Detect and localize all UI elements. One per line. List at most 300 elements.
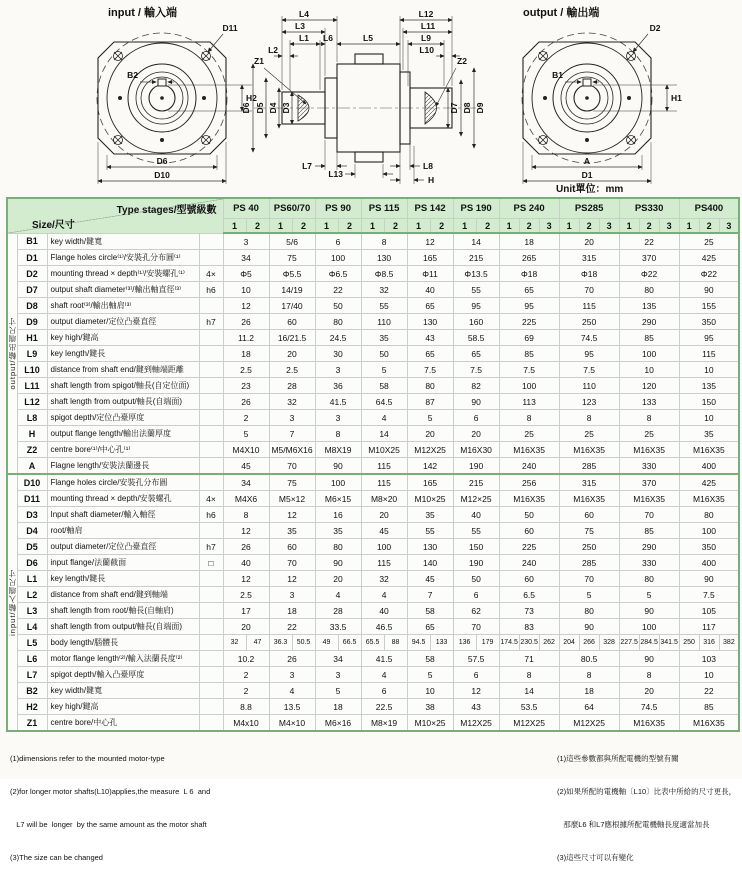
group-side-cell bbox=[7, 233, 17, 474]
value-cell: 14 bbox=[361, 426, 407, 442]
value-cell: 85 bbox=[619, 523, 679, 539]
value-cell: 65.5 bbox=[361, 635, 384, 651]
value-cell: 8 bbox=[223, 507, 269, 523]
value-cell: 22 bbox=[679, 683, 739, 699]
value-cell: 12 bbox=[223, 298, 269, 314]
value-cell: 47 bbox=[246, 635, 269, 651]
stage-header: 1 bbox=[499, 219, 519, 234]
value-cell: 65 bbox=[407, 619, 453, 635]
stage-header: 1 bbox=[269, 219, 292, 234]
value-cell: 350 bbox=[679, 539, 739, 555]
dim-label-l7: L7 bbox=[302, 161, 312, 171]
value-cell: 66.5 bbox=[338, 635, 361, 651]
value-cell: Φ8.5 bbox=[361, 266, 407, 282]
value-cell: M16X35 bbox=[619, 491, 679, 507]
value-cell: 7.5 bbox=[453, 362, 499, 378]
value-cell: 28 bbox=[269, 378, 315, 394]
value-cell: 3 bbox=[223, 233, 269, 250]
value-cell: 10 bbox=[679, 410, 739, 426]
value-cell: 13.5 bbox=[269, 699, 315, 715]
value-cell: 24.5 bbox=[315, 330, 361, 346]
dim-label: shaft length from output/軸長(自端面) bbox=[47, 394, 199, 410]
value-cell: 290 bbox=[619, 539, 679, 555]
dim-qualifier bbox=[199, 394, 223, 410]
dim-id: L8 bbox=[17, 410, 47, 426]
value-cell: 150 bbox=[453, 539, 499, 555]
value-cell: 204 bbox=[559, 635, 579, 651]
dim-qualifier bbox=[199, 442, 223, 458]
value-cell: 12 bbox=[407, 233, 453, 250]
value-cell: 80 bbox=[315, 539, 361, 555]
dim-qualifier bbox=[199, 715, 223, 732]
value-cell: M16X35 bbox=[679, 442, 739, 458]
value-cell: 160 bbox=[453, 314, 499, 330]
stage-header: 1 bbox=[453, 219, 476, 234]
value-cell: 4 bbox=[361, 587, 407, 603]
value-cell: 3 bbox=[269, 667, 315, 683]
value-cell: 40 bbox=[453, 507, 499, 523]
dim-qualifier: 4× bbox=[199, 491, 223, 507]
value-cell: 10.2 bbox=[223, 651, 269, 667]
value-cell: 240 bbox=[499, 555, 559, 571]
value-cell: 11.2 bbox=[223, 330, 269, 346]
type-header: PS330 bbox=[619, 198, 679, 219]
dim-qualifier: h6 bbox=[199, 282, 223, 298]
value-cell: 85 bbox=[499, 346, 559, 362]
value-cell: M8×20 bbox=[361, 491, 407, 507]
value-cell: 7.5 bbox=[559, 362, 619, 378]
dim-qualifier: 4× bbox=[199, 266, 223, 282]
dim-label-l4: L4 bbox=[299, 9, 309, 19]
dim-label: output shaft diameter⁽³⁾/輸出軸直徑⁽³⁾ bbox=[47, 282, 199, 298]
value-cell: 16 bbox=[315, 507, 361, 523]
dim-id: L5 bbox=[17, 635, 47, 651]
value-cell: 17/40 bbox=[269, 298, 315, 314]
value-cell: 100 bbox=[315, 474, 361, 491]
dim-id: A bbox=[17, 458, 47, 475]
value-cell: 215 bbox=[453, 250, 499, 266]
value-cell: 174.5 bbox=[499, 635, 519, 651]
type-header: PS400 bbox=[679, 198, 739, 219]
spec-row-H2 bbox=[7, 699, 739, 715]
value-cell: 14/19 bbox=[269, 282, 315, 298]
value-cell: 6 bbox=[453, 667, 499, 683]
dim-label-l1: L1 bbox=[299, 33, 309, 43]
dim-qualifier bbox=[199, 699, 223, 715]
value-cell: 142 bbox=[407, 458, 453, 475]
value-cell: 341.5 bbox=[659, 635, 679, 651]
value-cell: 60 bbox=[499, 571, 559, 587]
value-cell: M16X35 bbox=[499, 491, 559, 507]
footnotes-en bbox=[10, 731, 210, 885]
dim-id: L3 bbox=[17, 603, 47, 619]
value-cell: 105 bbox=[679, 603, 739, 619]
value-cell: 50.5 bbox=[292, 635, 315, 651]
unit-label: Unit單位：mm bbox=[556, 184, 624, 195]
value-cell: 74.5 bbox=[559, 330, 619, 346]
dim-label: spigot depth/輸入凸臺厚度 bbox=[47, 667, 199, 683]
value-cell: 100 bbox=[315, 250, 361, 266]
value-cell: 35 bbox=[679, 426, 739, 442]
value-cell: 6 bbox=[453, 410, 499, 426]
value-cell: 80.5 bbox=[559, 651, 619, 667]
value-cell: 90 bbox=[453, 394, 499, 410]
dim-qualifier bbox=[199, 298, 223, 314]
spec-row-B1 bbox=[7, 233, 739, 250]
dim-label: shaft length from root/軸長(自軸肩) bbox=[47, 603, 199, 619]
value-cell: 2 bbox=[223, 410, 269, 426]
value-cell: 53.5 bbox=[499, 699, 559, 715]
value-cell: 65 bbox=[453, 346, 499, 362]
dim-label: key high/鍵高 bbox=[47, 699, 199, 715]
stage-header: 3 bbox=[599, 219, 619, 234]
corner-header-cell bbox=[7, 198, 223, 233]
spec-row-L1 bbox=[7, 571, 739, 587]
value-cell: 38 bbox=[407, 699, 453, 715]
value-cell: 80 bbox=[619, 571, 679, 587]
dim-qualifier bbox=[199, 362, 223, 378]
value-cell: 2.5 bbox=[223, 362, 269, 378]
dim-id: D11 bbox=[17, 491, 47, 507]
output-view-drawing bbox=[495, 0, 742, 192]
footnote-line: (1)dimensions refer to the mounted motor-type bbox=[10, 754, 165, 763]
dim-label: mounting thread × depth/安裝螺孔 bbox=[47, 491, 199, 507]
spec-table-body bbox=[7, 233, 739, 731]
value-cell: 94.5 bbox=[407, 635, 430, 651]
value-cell: M4X10 bbox=[223, 442, 269, 458]
dim-id: L1 bbox=[17, 571, 47, 587]
stage-header: 1 bbox=[407, 219, 430, 234]
value-cell: Φ5 bbox=[223, 266, 269, 282]
stage-header: 2 bbox=[476, 219, 499, 234]
dim-qualifier: □ bbox=[199, 555, 223, 571]
dim-id: B1 bbox=[17, 233, 47, 250]
value-cell: 7.5 bbox=[499, 362, 559, 378]
value-cell: 95 bbox=[499, 298, 559, 314]
value-cell: 382 bbox=[719, 635, 739, 651]
dim-label-d3: D3 bbox=[281, 102, 291, 114]
value-cell: 2 bbox=[223, 667, 269, 683]
value-cell: 75 bbox=[559, 523, 619, 539]
dim-id: L7 bbox=[17, 667, 47, 683]
value-cell: 70 bbox=[619, 507, 679, 523]
value-cell: 73 bbox=[499, 603, 559, 619]
value-cell: 315 bbox=[559, 250, 619, 266]
stage-header: 2 bbox=[430, 219, 453, 234]
value-cell: 80 bbox=[315, 314, 361, 330]
dim-label: shaft length from spigot/軸長(自定位面) bbox=[47, 378, 199, 394]
spec-row-Z2 bbox=[7, 442, 739, 458]
dim-label-l13: L13 bbox=[328, 169, 343, 179]
value-cell: M10×25 bbox=[407, 715, 453, 732]
dim-label-l9: L9 bbox=[421, 33, 431, 43]
value-cell: M12×25 bbox=[453, 491, 499, 507]
value-cell: 6 bbox=[361, 683, 407, 699]
value-cell: 45 bbox=[223, 458, 269, 475]
value-cell: 82 bbox=[453, 378, 499, 394]
value-cell: 34 bbox=[315, 651, 361, 667]
value-cell: 65 bbox=[407, 298, 453, 314]
value-cell: 8.8 bbox=[223, 699, 269, 715]
value-cell: 155 bbox=[679, 298, 739, 314]
value-cell: 110 bbox=[361, 314, 407, 330]
dim-label-a: A bbox=[583, 156, 591, 166]
dim-label: shaft root⁽³⁾/輸出軸肩⁽³⁾ bbox=[47, 298, 199, 314]
value-cell: M6×15 bbox=[315, 491, 361, 507]
footnote-line: (3)The size can be changed bbox=[10, 853, 103, 862]
value-cell: 85 bbox=[619, 330, 679, 346]
value-cell: M8×19 bbox=[361, 715, 407, 732]
dim-id: L12 bbox=[17, 394, 47, 410]
value-cell: 12 bbox=[453, 683, 499, 699]
dim-label-d4: D4 bbox=[268, 102, 278, 114]
value-cell: 18 bbox=[315, 699, 361, 715]
value-cell: M4X6 bbox=[223, 491, 269, 507]
value-cell: 58 bbox=[361, 378, 407, 394]
value-cell: 71 bbox=[499, 651, 559, 667]
value-cell: M5/M6X16 bbox=[269, 442, 315, 458]
value-cell: 20 bbox=[559, 233, 619, 250]
dim-label: motor flange length⁽²⁾/輸入法蘭長度⁽²⁾ bbox=[47, 651, 199, 667]
value-cell: 75 bbox=[269, 250, 315, 266]
value-cell: 12 bbox=[269, 507, 315, 523]
value-cell: M16X35 bbox=[679, 715, 739, 732]
value-cell: 120 bbox=[619, 378, 679, 394]
footnote-line: (1)這些參數都與所配電機的型號有關 bbox=[557, 754, 679, 763]
dim-label-d9: D9 bbox=[475, 102, 485, 114]
dim-id: L2 bbox=[17, 587, 47, 603]
stage-header: 1 bbox=[361, 219, 384, 234]
spec-row-L5 bbox=[7, 635, 739, 651]
value-cell: 8 bbox=[619, 410, 679, 426]
value-cell: 40 bbox=[361, 603, 407, 619]
value-cell: 55 bbox=[453, 523, 499, 539]
dim-qualifier bbox=[199, 603, 223, 619]
value-cell: 60 bbox=[499, 523, 559, 539]
dim-id: B2 bbox=[17, 683, 47, 699]
value-cell: 100 bbox=[619, 619, 679, 635]
spec-row-L3 bbox=[7, 603, 739, 619]
value-cell: 80 bbox=[619, 282, 679, 298]
value-cell: 8 bbox=[559, 667, 619, 683]
value-cell: 12 bbox=[269, 571, 315, 587]
dim-label-z2: Z2 bbox=[457, 56, 467, 66]
value-cell: 250 bbox=[559, 539, 619, 555]
spec-row-D7 bbox=[7, 282, 739, 298]
footnote-line: (3)這些尺寸可以有變化 bbox=[557, 853, 634, 862]
dim-label: distance from shaft end/鍵到軸端距離 bbox=[47, 362, 199, 378]
output-flange-outline bbox=[522, 33, 652, 163]
value-cell: 227.5 bbox=[619, 635, 639, 651]
type-header: PS 142 bbox=[407, 198, 453, 219]
value-cell: Φ11 bbox=[407, 266, 453, 282]
value-cell: 70 bbox=[559, 571, 619, 587]
dim-label: output flange length/輸出法蘭厚度 bbox=[47, 426, 199, 442]
value-cell: 95 bbox=[679, 330, 739, 346]
value-cell: 5 bbox=[407, 667, 453, 683]
value-cell: 179 bbox=[476, 635, 499, 651]
value-cell: M16X35 bbox=[619, 715, 679, 732]
dim-label: root/軸肩 bbox=[47, 523, 199, 539]
value-cell: 230.5 bbox=[519, 635, 539, 651]
value-cell: 20 bbox=[407, 426, 453, 442]
stage-header: 3 bbox=[719, 219, 739, 234]
value-cell: 26 bbox=[223, 539, 269, 555]
value-cell: 74.5 bbox=[619, 699, 679, 715]
value-cell: 136 bbox=[453, 635, 476, 651]
value-cell: 34 bbox=[223, 474, 269, 491]
value-cell: 100 bbox=[679, 523, 739, 539]
spec-row-L12 bbox=[7, 394, 739, 410]
value-cell: 113 bbox=[499, 394, 559, 410]
spec-row-D11 bbox=[7, 491, 739, 507]
spec-row-L10 bbox=[7, 362, 739, 378]
dim-label-l12: L12 bbox=[418, 9, 434, 19]
value-cell: 90 bbox=[679, 282, 739, 298]
value-cell: M5×12 bbox=[269, 491, 315, 507]
stage-header: 2 bbox=[292, 219, 315, 234]
value-cell: 8 bbox=[619, 667, 679, 683]
dim-qualifier bbox=[199, 330, 223, 346]
value-cell: 6 bbox=[453, 587, 499, 603]
value-cell: 40 bbox=[223, 555, 269, 571]
value-cell: 20 bbox=[223, 619, 269, 635]
dim-id: L10 bbox=[17, 362, 47, 378]
dim-label: output diameter/定位凸臺直徑 bbox=[47, 539, 199, 555]
spec-row-L6 bbox=[7, 651, 739, 667]
value-cell: 36 bbox=[315, 378, 361, 394]
value-cell: 115 bbox=[361, 458, 407, 475]
value-cell: 250 bbox=[679, 635, 699, 651]
value-cell: M16X35 bbox=[559, 491, 619, 507]
dim-label: input flange/法蘭截面 bbox=[47, 555, 199, 571]
dim-label-d2: D2 bbox=[649, 23, 661, 33]
dim-label-l10: L10 bbox=[419, 45, 434, 55]
value-cell: 32 bbox=[361, 571, 407, 587]
dim-label-h2: H2 bbox=[246, 93, 257, 103]
value-cell: 2.5 bbox=[223, 587, 269, 603]
value-cell: M12X25 bbox=[559, 715, 619, 732]
dim-label-l11: L11 bbox=[420, 21, 436, 31]
value-cell: 350 bbox=[679, 314, 739, 330]
value-cell: 4 bbox=[361, 410, 407, 426]
value-cell: 5 bbox=[223, 426, 269, 442]
value-cell: 5/6 bbox=[269, 233, 315, 250]
value-cell: 5 bbox=[361, 362, 407, 378]
value-cell: 8 bbox=[559, 410, 619, 426]
stage-header: 1 bbox=[223, 219, 246, 234]
footnotes-cn bbox=[557, 731, 736, 885]
value-cell: M8X19 bbox=[315, 442, 361, 458]
input-flange-outline bbox=[97, 33, 227, 163]
value-cell: 400 bbox=[679, 555, 739, 571]
spec-row-D5 bbox=[7, 539, 739, 555]
value-cell: 58.5 bbox=[453, 330, 499, 346]
size-heading: Size/尺寸 bbox=[32, 219, 75, 231]
value-cell: 3 bbox=[315, 667, 361, 683]
footnote-line: 那麼L6 和L7應根據所配電機軸長度適當加長 bbox=[557, 820, 710, 829]
dim-label: output diameter/定位凸臺直徑 bbox=[47, 314, 199, 330]
spec-row-D8 bbox=[7, 298, 739, 314]
stage-header: 2 bbox=[246, 219, 269, 234]
dim-label: Flange holes circle⁽¹⁾/安裝孔分布圓⁽¹⁾ bbox=[47, 250, 199, 266]
dim-label-b2: B2 bbox=[127, 70, 138, 80]
dim-label-h1: H1 bbox=[671, 93, 682, 103]
dim-id: D5 bbox=[17, 539, 47, 555]
value-cell: 100 bbox=[499, 378, 559, 394]
value-cell: 60 bbox=[559, 507, 619, 523]
spec-row-D3 bbox=[7, 507, 739, 523]
value-cell: 165 bbox=[407, 250, 453, 266]
value-cell: 4 bbox=[269, 683, 315, 699]
dim-id: D8 bbox=[17, 298, 47, 314]
value-cell: 10 bbox=[407, 683, 453, 699]
value-cell: 26 bbox=[223, 314, 269, 330]
dim-qualifier bbox=[199, 683, 223, 699]
value-cell: 14 bbox=[453, 233, 499, 250]
stage-header: 1 bbox=[559, 219, 579, 234]
value-cell: 22 bbox=[269, 619, 315, 635]
value-cell: 6 bbox=[315, 233, 361, 250]
value-cell: M10×25 bbox=[407, 491, 453, 507]
value-cell: 64.5 bbox=[361, 394, 407, 410]
stage-header: 2 bbox=[699, 219, 719, 234]
stage-header: 2 bbox=[338, 219, 361, 234]
value-cell: 315 bbox=[559, 474, 619, 491]
value-cell: 285 bbox=[559, 555, 619, 571]
value-cell: 95 bbox=[453, 298, 499, 314]
value-cell: 26 bbox=[223, 394, 269, 410]
value-cell: M16X35 bbox=[559, 442, 619, 458]
type-header: PS60/70 bbox=[269, 198, 315, 219]
value-cell: 115 bbox=[559, 298, 619, 314]
value-cell: 18 bbox=[499, 233, 559, 250]
value-cell: Φ18 bbox=[499, 266, 559, 282]
spec-row-L4 bbox=[7, 619, 739, 635]
value-cell: 8 bbox=[315, 426, 361, 442]
stage-header: 2 bbox=[519, 219, 539, 234]
value-cell: 240 bbox=[499, 458, 559, 475]
value-cell: 90 bbox=[315, 555, 361, 571]
value-cell: 266 bbox=[579, 635, 599, 651]
value-cell: 28 bbox=[315, 603, 361, 619]
dim-label: key high/鍵高 bbox=[47, 330, 199, 346]
spec-row-B2 bbox=[7, 683, 739, 699]
dim-label-d7: D7 bbox=[449, 102, 459, 114]
value-cell: 150 bbox=[679, 394, 739, 410]
dim-id: D7 bbox=[17, 282, 47, 298]
value-cell: 90 bbox=[619, 603, 679, 619]
value-cell: 284.5 bbox=[639, 635, 659, 651]
dim-label: Flagne length/安裝法蘭邊長 bbox=[47, 458, 199, 475]
section-view-drawing bbox=[240, 0, 495, 192]
dim-label-l5: L5 bbox=[363, 33, 373, 43]
dim-id: L9 bbox=[17, 346, 47, 362]
value-cell: 70 bbox=[269, 555, 315, 571]
dim-label-d11: D11 bbox=[222, 23, 238, 33]
value-cell: 225 bbox=[499, 539, 559, 555]
value-cell: 41.5 bbox=[315, 394, 361, 410]
value-cell: 14 bbox=[499, 683, 559, 699]
value-cell: 12 bbox=[223, 571, 269, 587]
spec-row-L9 bbox=[7, 346, 739, 362]
stage-header: 3 bbox=[659, 219, 679, 234]
stage-header: 1 bbox=[679, 219, 699, 234]
value-cell: 20 bbox=[269, 346, 315, 362]
value-cell: 290 bbox=[619, 314, 679, 330]
value-cell: 135 bbox=[619, 298, 679, 314]
value-cell: 330 bbox=[619, 555, 679, 571]
